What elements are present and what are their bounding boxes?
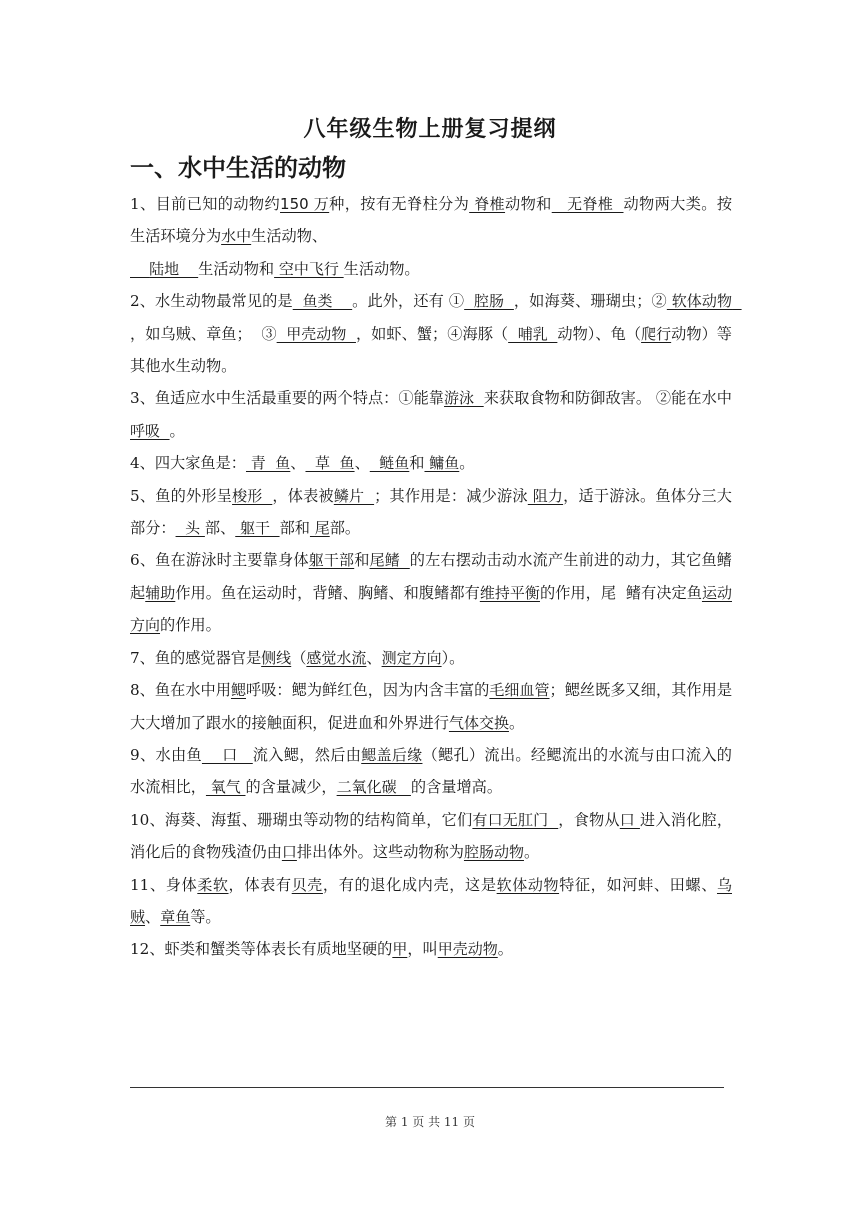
answer-text: 头 xyxy=(175,519,205,538)
paragraph-text: 。 xyxy=(508,713,525,732)
answer-text: 爬行 xyxy=(641,324,672,343)
answer-text: 陆地 xyxy=(130,259,199,278)
answer-text: 草 鱼 xyxy=(305,454,355,473)
paragraph-text: 等。 xyxy=(190,907,221,926)
answer-text: 脊椎 xyxy=(469,195,506,213)
paragraph xyxy=(130,642,732,674)
answer-text: 氧气 xyxy=(205,778,246,797)
paragraph-text: 的含量增高。 xyxy=(410,778,503,797)
answer-text: 软体动物 xyxy=(666,292,742,311)
paragraph-text: 动物和 xyxy=(505,195,552,213)
document-title: 八年级生物上册复习提纲 xyxy=(303,117,557,142)
paragraph-text: 。 xyxy=(523,843,540,862)
paragraph-text: 生活动物和 xyxy=(198,259,275,278)
answer-text: 甲壳动物 xyxy=(276,324,356,343)
paragraph-text: 8、鱼在水中用 xyxy=(130,681,231,700)
answer-text: 毛细血管 xyxy=(489,681,550,700)
answer-text: 运动方向 xyxy=(130,583,732,635)
paragraph-text: 和 xyxy=(409,454,425,473)
paragraph-text: 。此外，还有 ① xyxy=(352,292,465,311)
footer-divider xyxy=(130,1087,724,1088)
answer-text: 有口无肛门 xyxy=(472,810,559,829)
paragraph-text: 排出体外。这些动物称为 xyxy=(296,843,464,862)
paragraph-text: ，叫 xyxy=(407,940,438,959)
answer-text: 章鱼 xyxy=(160,907,191,926)
paragraph-text: 部、 xyxy=(204,519,236,538)
paragraph-text: （鳃孔）流出。经鳃流出的水流与由口流入的水流相比， xyxy=(130,745,732,797)
paragraph-text: 生活动物。 xyxy=(343,259,420,278)
answer-text: 尾鳍 xyxy=(369,551,410,570)
paragraph-text: 作用。鱼在运动时，背鳍、胸鳍、和腹鳍都有 xyxy=(175,583,480,602)
paragraph-text: 10、海葵、海蜇、珊瑚虫等动物的结构简单，它们 xyxy=(130,810,473,829)
paragraph-text: ）。 xyxy=(441,648,465,667)
answer-text: 测定方向 xyxy=(381,648,442,667)
paragraph-text: 进入消化腔，消化后的食物残渣仍由 xyxy=(130,810,733,862)
answer-text: 口 xyxy=(281,843,297,862)
paragraph-text: 、 xyxy=(354,454,370,473)
paragraph-text: 的作用。 xyxy=(160,616,221,635)
paragraph-text: 流入鳃，然后由 xyxy=(252,745,362,764)
answer-text: 柔软 xyxy=(197,875,229,894)
paragraph-text: 生活动物、 xyxy=(251,227,328,246)
paragraph-text: 。 xyxy=(497,940,513,959)
answer-text: 躯干部 xyxy=(308,551,355,570)
answer-text: 150 万 xyxy=(280,195,330,213)
answer-text: 鳃 xyxy=(230,681,246,700)
paragraph xyxy=(130,544,732,641)
paragraph-text: 。 xyxy=(169,421,185,440)
paragraph-text: 2、水生动物最常见的是 xyxy=(130,292,293,311)
answer-text: 感觉水流 xyxy=(306,648,367,667)
paragraph-text: 11、身体 xyxy=(130,875,198,894)
answer-text: 软体动物 xyxy=(496,875,560,894)
answer-text: 水中 xyxy=(221,227,252,246)
answer-text: 口 xyxy=(619,810,640,829)
paragraph-text: 来获取食物和防御敌害。 ②能在水中 xyxy=(483,389,732,408)
answer-text: 贝壳 xyxy=(291,875,323,894)
paragraph-text: 动物）等其他水生动物。 xyxy=(130,324,732,376)
answer-text: 哺乳 xyxy=(508,324,558,343)
paragraph-text: 的含量减少， xyxy=(245,778,337,797)
paragraph-text: 呼吸：鳃为鲜红色，因为内含丰富的 xyxy=(246,681,490,700)
paragraph xyxy=(130,869,732,934)
paragraph-text: （ xyxy=(291,648,307,667)
answer-text: 鱼类 xyxy=(292,292,353,311)
paragraph xyxy=(130,285,742,382)
paragraph-text: 动物）、龟（ xyxy=(557,324,642,343)
answer-text: 侧线 xyxy=(261,648,292,667)
answer-text: 腔肠 xyxy=(464,292,514,311)
paragraph-text: ，体表被 xyxy=(272,486,334,505)
paragraph-text: 的作用，尾 鳍有决定鱼 xyxy=(539,583,702,602)
answer-text: 气体交换 xyxy=(448,713,509,732)
paragraph-text: 。 xyxy=(459,454,475,473)
section-heading: 一、水中生活的动物 xyxy=(130,154,346,182)
answer-text: 乌贼 xyxy=(130,875,732,926)
paragraph xyxy=(130,382,732,447)
answer-text: 无脊椎 xyxy=(551,195,624,213)
paragraph-text: ，如虾、蟹；④海豚（ xyxy=(355,324,509,343)
paragraph-text: ，适于游泳。鱼体分三大部分： xyxy=(130,486,732,538)
paragraph-text: 3、鱼适应水中生活最重要的两个特点：①能靠 xyxy=(130,389,445,408)
answer-text: 维持平衡 xyxy=(479,583,540,602)
answer-text: 鳞片 xyxy=(333,486,375,505)
paragraph-text: 6、鱼在游泳时主要靠身体 xyxy=(130,551,309,570)
answer-text: 尾 xyxy=(309,519,330,538)
paragraph-text: 9、水由鱼 xyxy=(130,745,202,764)
paragraph-text: 7、鱼的感觉器官是 xyxy=(130,648,262,667)
answer-text: 口 xyxy=(201,745,253,764)
paragraph-text: ，如海葵、珊瑚虫；② xyxy=(513,292,667,311)
paragraph-text: ，有的退化成内壳，这是 xyxy=(322,875,497,894)
answer-text: 鳃盖后缘 xyxy=(361,745,423,764)
paragraph-text: ；其作用是：减少游泳 xyxy=(374,486,528,505)
answer-text: 甲壳动物 xyxy=(437,940,498,959)
document-body xyxy=(130,188,742,966)
paragraph-text: 特征，如河蚌、田螺、 xyxy=(559,875,717,894)
answer-text: 鳙鱼 xyxy=(424,454,460,473)
paragraph-text: ，体表有 xyxy=(228,875,292,894)
paragraph-text: ，食物从 xyxy=(558,810,620,829)
answer-text: 腔肠动物 xyxy=(463,843,524,862)
paragraph-text: 种，按有无脊柱分为 xyxy=(329,195,470,213)
answer-text: 呼吸 xyxy=(130,421,170,440)
paragraph-text: 、 xyxy=(290,454,306,473)
paragraph xyxy=(130,804,732,869)
paragraph-text: 和 xyxy=(354,551,370,570)
paragraph-text: 动物两大类。按生活环境分为 xyxy=(130,195,733,246)
paragraph xyxy=(130,674,732,739)
paragraph-text: ，如乌贼、章鱼； ③ xyxy=(130,324,277,343)
paragraph xyxy=(130,188,732,253)
paragraph-text: 1、目前已知的动物约 xyxy=(130,195,281,213)
paragraph-text: 、 xyxy=(145,907,161,926)
paragraph xyxy=(130,253,732,285)
answer-text: 梭形 xyxy=(232,486,273,505)
answer-text: 甲 xyxy=(392,940,408,959)
paragraph-text: 的左右摆动击动水流产生前进的动力，其它鱼鳍起 xyxy=(130,551,732,602)
answer-text: 二氧化碳 xyxy=(336,778,411,797)
paragraph-text: ；鳃丝既多又细，其作用是大大增加了跟水的接触面积，促进血和外界进行 xyxy=(130,681,733,732)
answer-text: 鲢鱼 xyxy=(369,454,410,473)
answer-text: 辅助 xyxy=(145,583,176,602)
paragraph-text: 4、四大家鱼是： xyxy=(130,454,246,473)
paragraph xyxy=(130,447,732,479)
answer-text: 游泳 xyxy=(444,389,484,408)
paragraph-text: 部和 xyxy=(279,519,310,538)
answer-text: 青 鱼 xyxy=(245,454,291,473)
paragraph-text: 部。 xyxy=(329,519,361,538)
page-footer: 第 1 页 共 11 页 xyxy=(385,1115,475,1129)
paragraph-text: 、 xyxy=(366,648,382,667)
answer-text: 躯干 xyxy=(235,519,280,538)
answer-text: 阻力 xyxy=(527,486,564,505)
paragraph-text: 12、虾类和蟹类等体表长有质地坚硬的 xyxy=(130,940,393,959)
paragraph xyxy=(130,480,732,545)
paragraph xyxy=(130,933,732,965)
paragraph xyxy=(130,739,732,804)
paragraph-text: 5、鱼的外形呈 xyxy=(130,486,233,505)
answer-text: 空中飞行 xyxy=(274,259,344,278)
